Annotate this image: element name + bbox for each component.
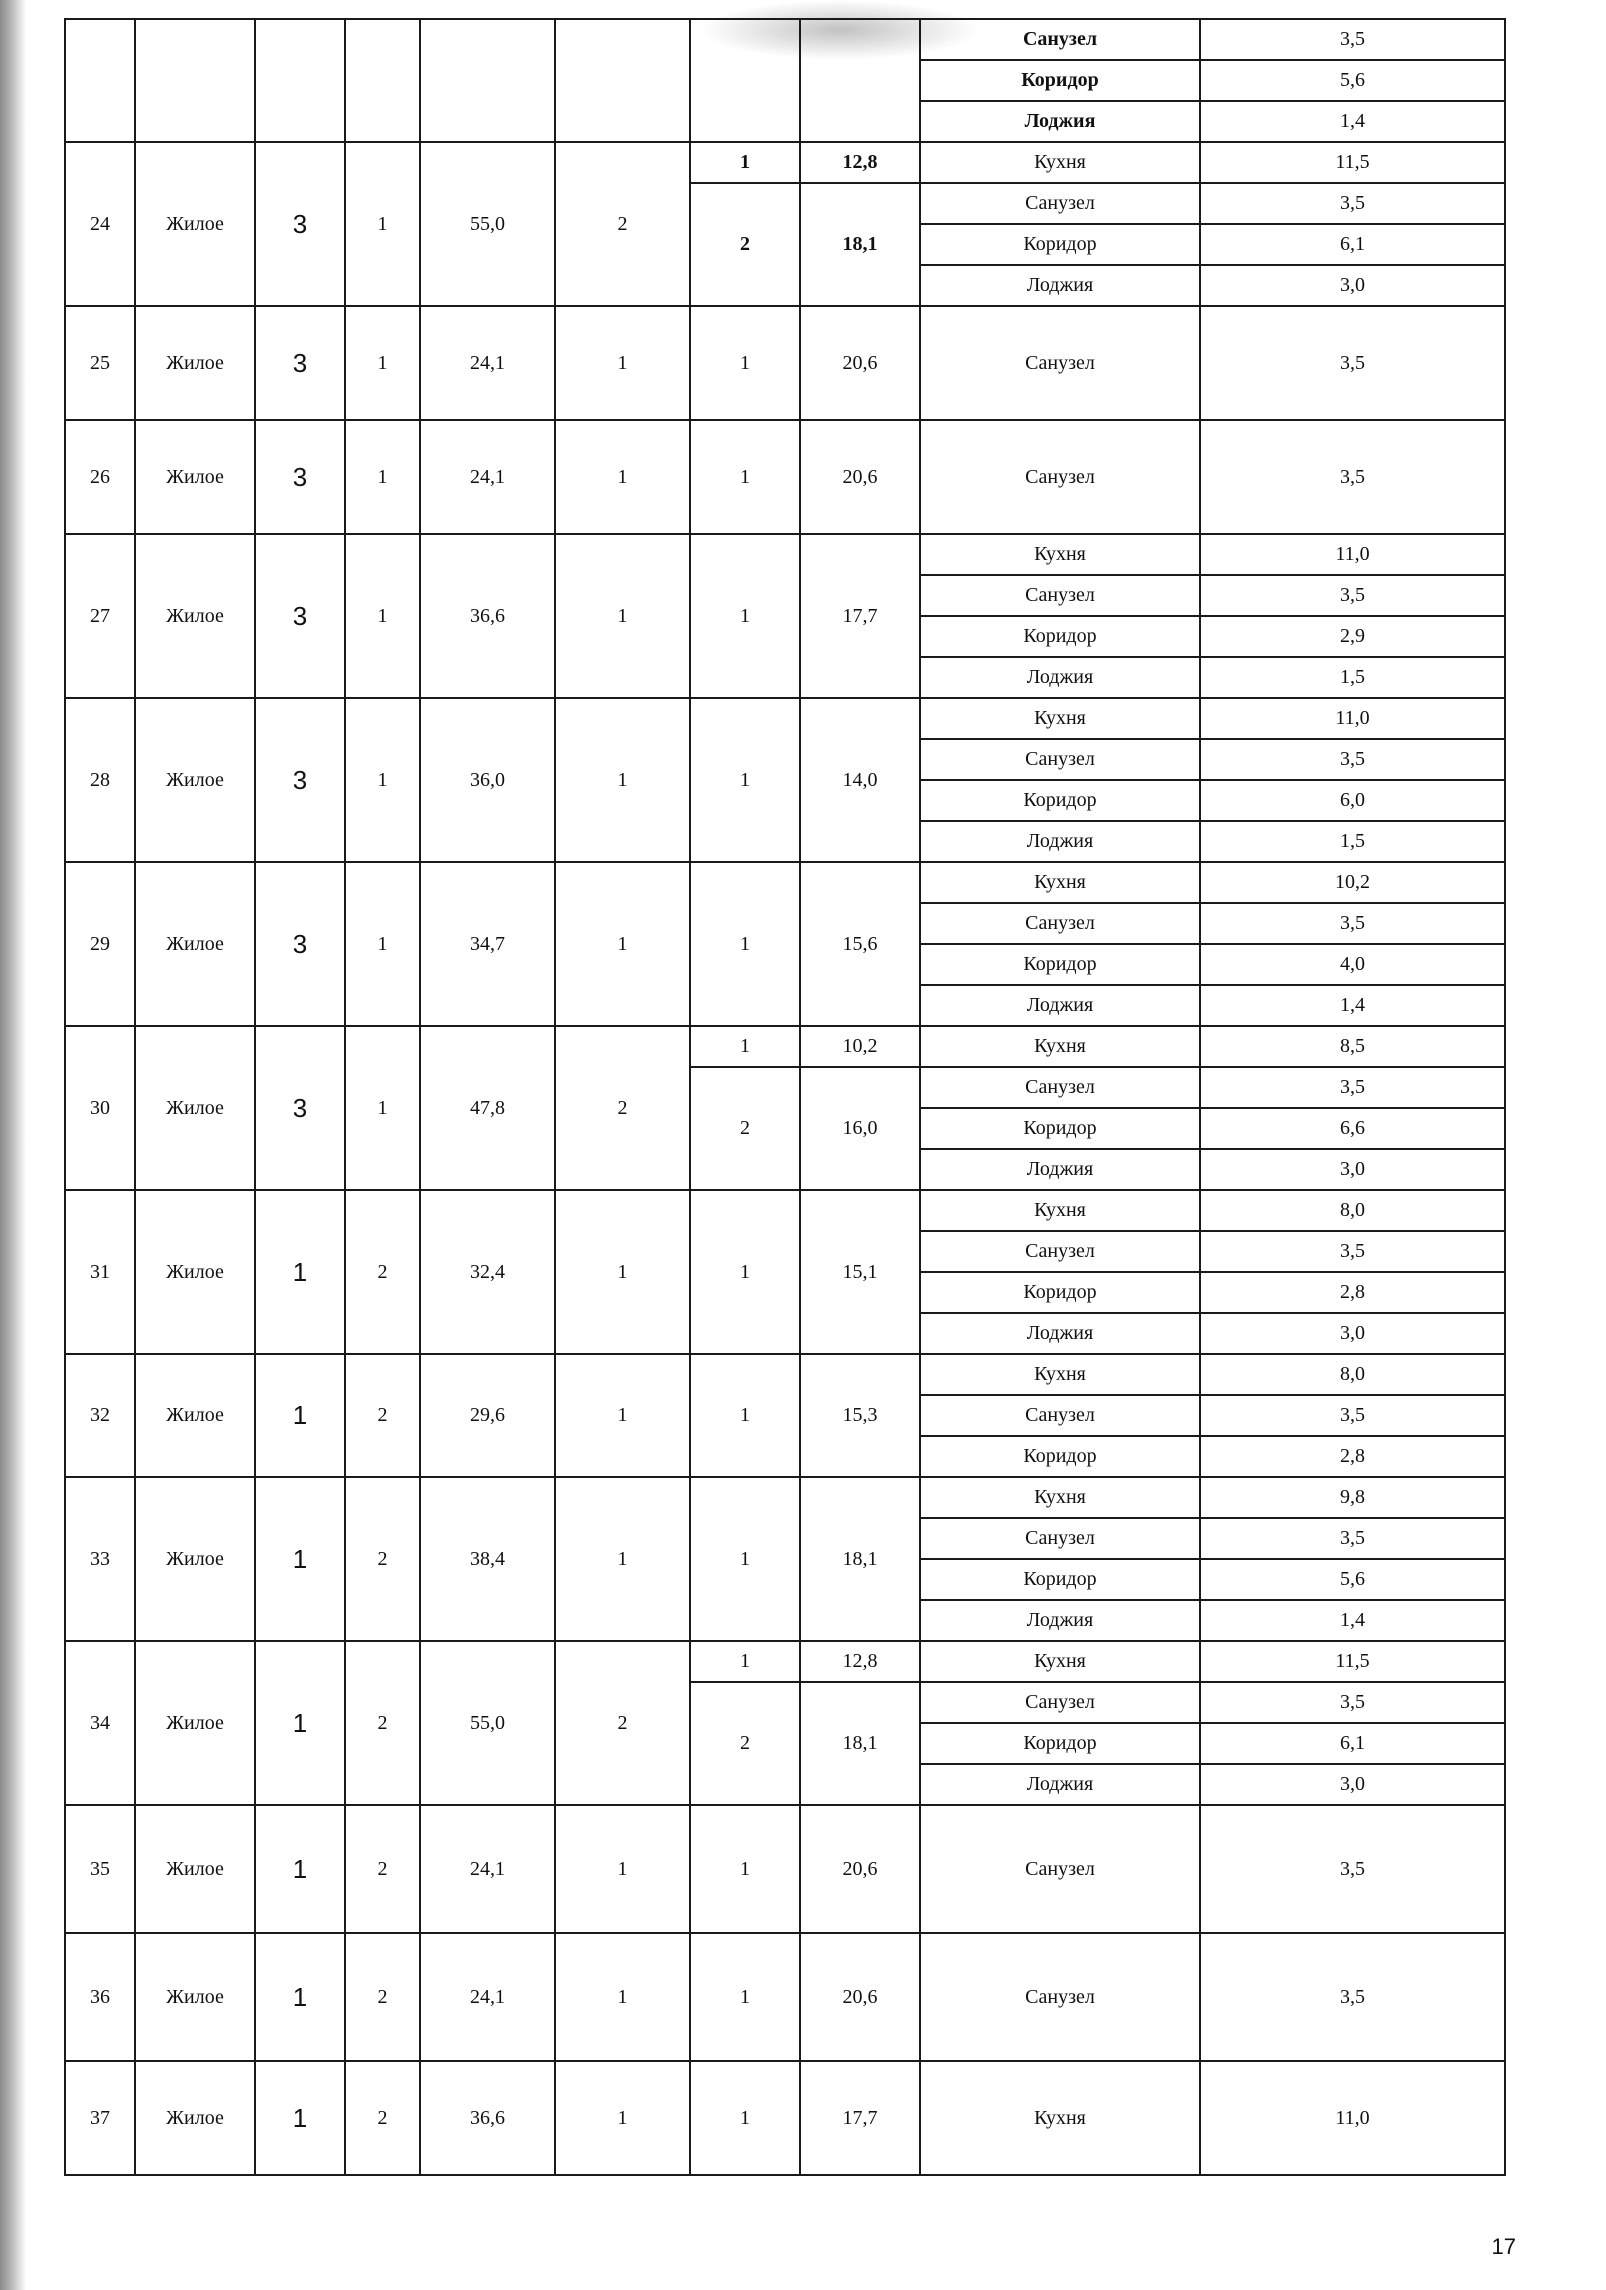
aux-room-area: 3,5 <box>1200 1682 1505 1723</box>
total-area: 24,1 <box>420 306 555 420</box>
floor-number: 2 <box>345 1354 420 1477</box>
page-number: 17 <box>1491 2234 1516 2259</box>
entrance-number: 3 <box>255 306 345 420</box>
aux-room-area: 3,0 <box>1200 1149 1505 1190</box>
total-area: 32,4 <box>420 1190 555 1354</box>
aux-room-area: 3,0 <box>1200 1764 1505 1805</box>
aux-room-name: Лоджия <box>920 1600 1200 1641</box>
aux-room-area: 8,5 <box>1200 1026 1505 1067</box>
floor-number: 2 <box>345 1805 420 1933</box>
aux-room-area: 3,5 <box>1200 1805 1505 1933</box>
aux-room-name: Коридор <box>920 1559 1200 1600</box>
living-room-number: 1 <box>690 1805 800 1933</box>
aux-room-name: Кухня <box>920 534 1200 575</box>
living-room-area: 20,6 <box>800 1933 920 2061</box>
table-row <box>65 1805 1505 1933</box>
living-room-area: 20,6 <box>800 1805 920 1933</box>
floor-number: 2 <box>345 1641 420 1805</box>
living-room-area: 15,3 <box>800 1354 920 1477</box>
aux-room-name: Санузел <box>920 183 1200 224</box>
entrance-number: 1 <box>255 1354 345 1477</box>
table-body <box>65 19 1505 2175</box>
floor-number: 1 <box>345 306 420 420</box>
aux-room-name: Санузел <box>920 739 1200 780</box>
premises-type: Жилое <box>135 1641 255 1805</box>
table-row <box>65 19 1505 60</box>
aux-room-area: 3,0 <box>1200 265 1505 306</box>
floor-number: 1 <box>345 142 420 306</box>
aux-room-name: Кухня <box>920 142 1200 183</box>
table-row <box>65 698 1505 739</box>
premises-type: Жилое <box>135 1805 255 1933</box>
aux-room-area: 11,0 <box>1200 534 1505 575</box>
living-room-number: 1 <box>690 142 800 183</box>
rooms-count: 1 <box>555 1805 690 1933</box>
table-row <box>65 142 1505 183</box>
apartment-number: 34 <box>65 1641 135 1805</box>
rooms-count: 2 <box>555 1641 690 1805</box>
living-room-area: 16,0 <box>800 1067 920 1190</box>
living-room-number: 1 <box>690 1354 800 1477</box>
aux-room-name: Коридор <box>920 1723 1200 1764</box>
empty-cell-rooms-count <box>555 19 690 142</box>
aux-room-name: Лоджия <box>920 1149 1200 1190</box>
living-room-number: 1 <box>690 306 800 420</box>
living-room-area: 18,1 <box>800 1682 920 1805</box>
aux-room-area: 6,0 <box>1200 780 1505 821</box>
living-room-number: 2 <box>690 1682 800 1805</box>
empty-cell-room-no <box>690 19 800 142</box>
apartment-number: 33 <box>65 1477 135 1641</box>
living-room-area: 10,2 <box>800 1026 920 1067</box>
aux-room-area: 10,2 <box>1200 862 1505 903</box>
living-room-number: 1 <box>690 1477 800 1641</box>
aux-room-name: Санузел <box>920 575 1200 616</box>
aux-room-name: Кухня <box>920 862 1200 903</box>
living-room-number: 2 <box>690 1067 800 1190</box>
aux-room-area: 3,5 <box>1200 1933 1505 2061</box>
aux-room-area: 1,4 <box>1200 101 1505 142</box>
rooms-count: 1 <box>555 698 690 862</box>
living-room-number: 1 <box>690 420 800 534</box>
aux-room-area: 8,0 <box>1200 1190 1505 1231</box>
aux-room-area: 1,5 <box>1200 821 1505 862</box>
living-room-area: 15,6 <box>800 862 920 1026</box>
entrance-number: 3 <box>255 698 345 862</box>
empty-cell-type <box>135 19 255 142</box>
living-room-area: 17,7 <box>800 534 920 698</box>
aux-room-name: Лоджия <box>920 1313 1200 1354</box>
aux-room-name: Санузел <box>920 19 1200 60</box>
living-room-area: 18,1 <box>800 183 920 306</box>
aux-room-area: 1,4 <box>1200 1600 1505 1641</box>
table-row <box>65 306 1505 420</box>
premises-type: Жилое <box>135 142 255 306</box>
rooms-count: 1 <box>555 2061 690 2175</box>
aux-room-name: Кухня <box>920 1354 1200 1395</box>
aux-room-name: Санузел <box>920 1933 1200 2061</box>
aux-room-name: Коридор <box>920 1272 1200 1313</box>
rooms-count: 1 <box>555 862 690 1026</box>
premises-type: Жилое <box>135 1190 255 1354</box>
aux-room-area: 11,5 <box>1200 142 1505 183</box>
aux-room-name: Лоджия <box>920 821 1200 862</box>
table-row <box>65 1933 1505 2061</box>
entrance-number: 3 <box>255 420 345 534</box>
rooms-count: 1 <box>555 1190 690 1354</box>
living-room-number: 1 <box>690 1190 800 1354</box>
total-area: 38,4 <box>420 1477 555 1641</box>
aux-room-name: Коридор <box>920 224 1200 265</box>
table-row <box>65 1026 1505 1067</box>
aux-room-area: 3,5 <box>1200 1231 1505 1272</box>
living-room-number: 1 <box>690 534 800 698</box>
aux-room-area: 3,5 <box>1200 1518 1505 1559</box>
apartment-number: 24 <box>65 142 135 306</box>
total-area: 36,6 <box>420 534 555 698</box>
entrance-number: 3 <box>255 534 345 698</box>
living-room-area: 20,6 <box>800 306 920 420</box>
aux-room-name: Коридор <box>920 60 1200 101</box>
empty-cell-num <box>65 19 135 142</box>
entrance-number: 1 <box>255 2061 345 2175</box>
aux-room-area: 3,5 <box>1200 739 1505 780</box>
aux-room-name: Кухня <box>920 698 1200 739</box>
aux-room-area: 8,0 <box>1200 1354 1505 1395</box>
aux-room-name: Коридор <box>920 944 1200 985</box>
premises-type: Жилое <box>135 420 255 534</box>
floor-number: 1 <box>345 862 420 1026</box>
aux-room-name: Лоджия <box>920 101 1200 142</box>
apartment-number: 31 <box>65 1190 135 1354</box>
aux-room-area: 5,6 <box>1200 60 1505 101</box>
apartment-number: 28 <box>65 698 135 862</box>
aux-room-name: Коридор <box>920 616 1200 657</box>
total-area: 24,1 <box>420 1805 555 1933</box>
entrance-number: 1 <box>255 1805 345 1933</box>
floor-number: 1 <box>345 698 420 862</box>
aux-room-name: Кухня <box>920 1026 1200 1067</box>
aux-room-area: 4,0 <box>1200 944 1505 985</box>
rooms-count: 1 <box>555 534 690 698</box>
entrance-number: 3 <box>255 1026 345 1190</box>
entrance-number: 3 <box>255 862 345 1026</box>
aux-room-area: 11,0 <box>1200 698 1505 739</box>
table-row <box>65 1477 1505 1518</box>
aux-room-name: Лоджия <box>920 985 1200 1026</box>
living-room-area: 15,1 <box>800 1190 920 1354</box>
empty-cell-room-area <box>800 19 920 142</box>
apartment-number: 26 <box>65 420 135 534</box>
table-row <box>65 1190 1505 1231</box>
entrance-number: 1 <box>255 1190 345 1354</box>
aux-room-name: Санузел <box>920 1395 1200 1436</box>
rooms-count: 1 <box>555 1354 690 1477</box>
living-room-number: 1 <box>690 1641 800 1682</box>
living-room-number: 1 <box>690 862 800 1026</box>
aux-room-name: Коридор <box>920 1436 1200 1477</box>
living-room-area: 14,0 <box>800 698 920 862</box>
aux-room-area: 3,5 <box>1200 903 1505 944</box>
premises-type: Жилое <box>135 1026 255 1190</box>
aux-room-name: Коридор <box>920 1108 1200 1149</box>
entrance-number: 1 <box>255 1641 345 1805</box>
aux-room-name: Кухня <box>920 1641 1200 1682</box>
premises-type: Жилое <box>135 1354 255 1477</box>
aux-room-name: Кухня <box>920 1477 1200 1518</box>
aux-room-name: Кухня <box>920 2061 1200 2175</box>
empty-cell-floor <box>345 19 420 142</box>
living-room-area: 12,8 <box>800 1641 920 1682</box>
total-area: 34,7 <box>420 862 555 1026</box>
total-area: 55,0 <box>420 142 555 306</box>
floor-number: 1 <box>345 420 420 534</box>
aux-room-area: 2,9 <box>1200 616 1505 657</box>
premises-type: Жилое <box>135 1933 255 2061</box>
aux-room-area: 1,5 <box>1200 657 1505 698</box>
apartment-number: 36 <box>65 1933 135 2061</box>
aux-room-name: Санузел <box>920 306 1200 420</box>
premises-type: Жилое <box>135 1477 255 1641</box>
rooms-count: 1 <box>555 1477 690 1641</box>
living-room-number: 1 <box>690 1026 800 1067</box>
floor-number: 2 <box>345 1477 420 1641</box>
total-area: 29,6 <box>420 1354 555 1477</box>
apartment-number: 35 <box>65 1805 135 1933</box>
floor-number: 1 <box>345 1026 420 1190</box>
aux-room-name: Санузел <box>920 1518 1200 1559</box>
aux-room-area: 9,8 <box>1200 1477 1505 1518</box>
living-room-number: 2 <box>690 183 800 306</box>
apartment-number: 37 <box>65 2061 135 2175</box>
living-room-area: 18,1 <box>800 1477 920 1641</box>
aux-room-name: Лоджия <box>920 657 1200 698</box>
aux-room-area: 3,5 <box>1200 1067 1505 1108</box>
aux-room-area: 3,5 <box>1200 575 1505 616</box>
premises-type: Жилое <box>135 306 255 420</box>
premises-type: Жилое <box>135 698 255 862</box>
apartment-number: 32 <box>65 1354 135 1477</box>
apartment-number: 30 <box>65 1026 135 1190</box>
total-area: 55,0 <box>420 1641 555 1805</box>
aux-room-name: Санузел <box>920 1231 1200 1272</box>
entrance-number: 3 <box>255 142 345 306</box>
total-area: 36,6 <box>420 2061 555 2175</box>
floor-number: 2 <box>345 1190 420 1354</box>
living-room-number: 1 <box>690 698 800 862</box>
aux-room-area: 3,5 <box>1200 183 1505 224</box>
floor-number: 2 <box>345 1933 420 2061</box>
premises-type: Жилое <box>135 862 255 1026</box>
aux-room-area: 3,5 <box>1200 19 1505 60</box>
aux-room-name: Санузел <box>920 1067 1200 1108</box>
aux-room-name: Кухня <box>920 1190 1200 1231</box>
total-area: 24,1 <box>420 1933 555 2061</box>
aux-room-area: 11,0 <box>1200 2061 1505 2175</box>
aux-room-name: Лоджия <box>920 265 1200 306</box>
aux-room-area: 6,1 <box>1200 224 1505 265</box>
apartment-number: 25 <box>65 306 135 420</box>
rooms-count: 1 <box>555 306 690 420</box>
entrance-number: 1 <box>255 1477 345 1641</box>
total-area: 24,1 <box>420 420 555 534</box>
aux-room-area: 6,1 <box>1200 1723 1505 1764</box>
premises-type: Жилое <box>135 2061 255 2175</box>
aux-room-area: 5,6 <box>1200 1559 1505 1600</box>
aux-room-area: 3,0 <box>1200 1313 1505 1354</box>
table-row <box>65 420 1505 534</box>
aux-room-area: 6,6 <box>1200 1108 1505 1149</box>
empty-cell-total <box>420 19 555 142</box>
apartment-number: 29 <box>65 862 135 1026</box>
total-area: 36,0 <box>420 698 555 862</box>
aux-room-area: 3,5 <box>1200 306 1505 420</box>
empty-cell-entrance <box>255 19 345 142</box>
living-room-number: 1 <box>690 1933 800 2061</box>
aux-room-area: 3,5 <box>1200 420 1505 534</box>
rooms-count: 2 <box>555 142 690 306</box>
living-room-area: 12,8 <box>800 142 920 183</box>
total-area: 47,8 <box>420 1026 555 1190</box>
rooms-count: 2 <box>555 1026 690 1190</box>
floor-number: 2 <box>345 2061 420 2175</box>
aux-room-name: Санузел <box>920 1682 1200 1723</box>
entrance-number: 1 <box>255 1933 345 2061</box>
rooms-count: 1 <box>555 420 690 534</box>
aux-room-area: 3,5 <box>1200 1395 1505 1436</box>
table-row <box>65 1354 1505 1395</box>
apartment-number: 27 <box>65 534 135 698</box>
living-room-number: 1 <box>690 2061 800 2175</box>
table-row <box>65 2061 1505 2175</box>
table-row <box>65 862 1505 903</box>
rooms-count: 1 <box>555 1933 690 2061</box>
aux-room-area: 2,8 <box>1200 1436 1505 1477</box>
living-room-area: 17,7 <box>800 2061 920 2175</box>
aux-room-name: Лоджия <box>920 1764 1200 1805</box>
living-room-area: 20,6 <box>800 420 920 534</box>
aux-room-area: 1,4 <box>1200 985 1505 1026</box>
aux-room-name: Санузел <box>920 420 1200 534</box>
aux-room-area: 11,5 <box>1200 1641 1505 1682</box>
table-row <box>65 534 1505 575</box>
aux-room-name: Санузел <box>920 1805 1200 1933</box>
scan-shadow <box>0 0 26 2290</box>
premises-type: Жилое <box>135 534 255 698</box>
floor-number: 1 <box>345 534 420 698</box>
apartment-table <box>64 18 1506 2176</box>
aux-room-area: 2,8 <box>1200 1272 1505 1313</box>
table-row <box>65 1641 1505 1682</box>
aux-room-name: Санузел <box>920 903 1200 944</box>
aux-room-name: Коридор <box>920 780 1200 821</box>
